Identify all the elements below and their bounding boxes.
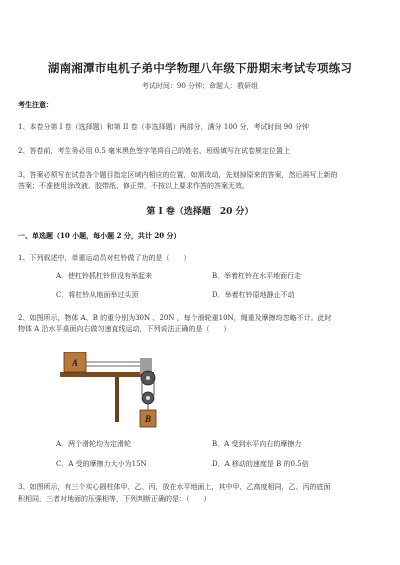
q1-option-b: B．举着杠铃在水平地面行走: [212, 272, 302, 280]
q1-option-d: D．举着杠铃原地静止不动: [212, 291, 295, 299]
note-item: 2、答卷前，考生务必用 0.5 毫米黑色签字笔将自己的姓名、班级填写在试卷规定位置上: [18, 147, 291, 155]
pulley-diagram: [60, 352, 170, 432]
table-leg: [115, 377, 119, 422]
notes-heading: 考生注意：: [18, 100, 53, 109]
q1-option-c: C．将杠铃从地面举过头顶: [56, 291, 139, 299]
block-b-label: B: [144, 414, 152, 424]
page-title: 湖南湘潭市电机子弟中学物理八年级下册期末考试专项练习: [47, 61, 353, 75]
q2-option-a: A．两个滑轮均为定滑轮: [56, 440, 132, 448]
note-item: 答案；不准使用涂改液、胶带纸、修正带，不按以上要求作答的答案无效。: [18, 182, 249, 190]
q2-option-c: C．A 受的摩擦力大小为15N: [56, 460, 147, 468]
block-a-label: A: [71, 358, 79, 368]
question-3-stem-cont: 积相同，三者对地面的压强相等，下列判断正确的是：（ ）: [18, 495, 211, 503]
note-item: 3、答案必须写在试卷各个题目指定区域内相应的位置，如需改动，先划掉原来的答案，然后再写上新的: [18, 171, 338, 179]
part-title: 一、单选题（10 小题，每小题 2 分，共计 20 分）: [18, 231, 181, 240]
question-2-stem-cont: 物体 A 沿水平桌面向右做匀速直线运动，下列说法正确的是（ ）: [18, 325, 231, 333]
section-title: 第 I 卷（选择题 20 分）: [146, 207, 254, 217]
note-item: 1、本卷分第 I 卷（选择题）和第 II 卷（非选择题）两部分，满分 100 分，考试时间 90 分钟: [18, 123, 309, 131]
question-2-stem: 2、如图所示，物体 A、B 的重分别为30N 、20N ，每个滑轮重10N，绳重及摩擦均忽略不计。此时: [18, 314, 332, 322]
q2-option-b: B．A 受到水平向右的摩擦力: [212, 440, 302, 448]
question-3-stem: 3、如图所示，有三个实心圆柱体甲、乙、丙，放在水平地面上，其中甲、乙高度相同，乙、丙的底面: [18, 483, 331, 491]
table-top: [60, 372, 154, 377]
q2-option-d: D．A 移动的速度是 B 的0.5倍: [212, 460, 309, 468]
question-1-stem: 1、下列叙述中，单重运动员对杠铃做了功的是（ ）: [18, 254, 191, 262]
q1-option-a: A．使杠铃抓杠铃但没有举起来: [56, 272, 153, 280]
exam-info: 考试时间：90 分钟；命题人：教研组: [141, 82, 259, 90]
